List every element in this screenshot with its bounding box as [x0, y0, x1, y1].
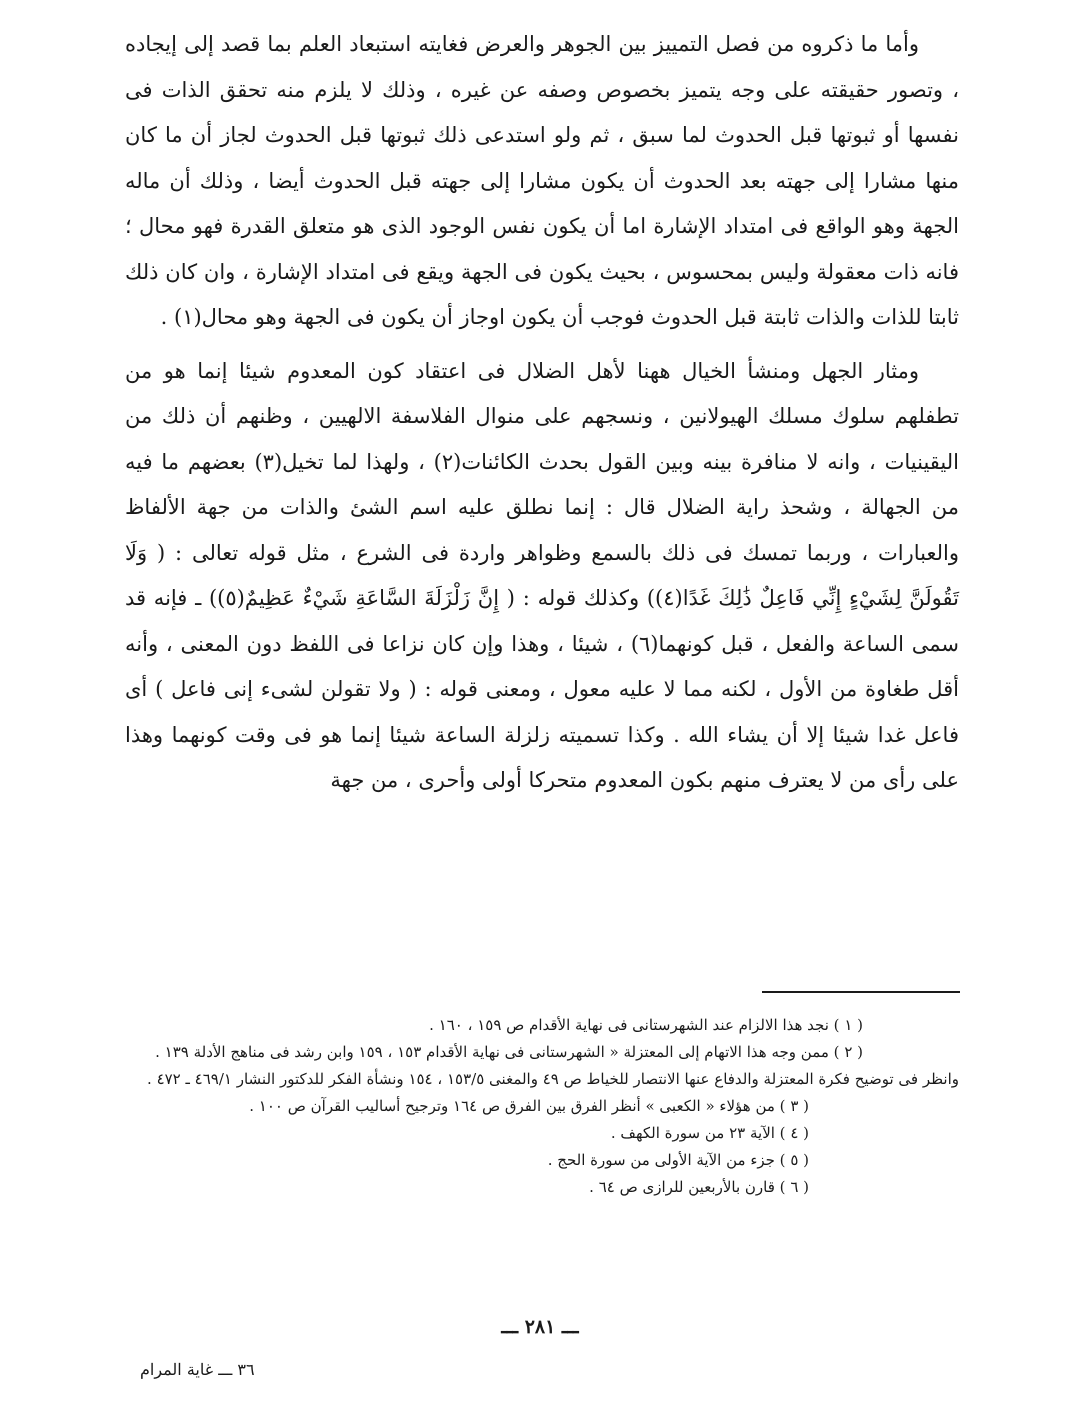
footnote-5: ( ٥ ) جزء من الآية الأولى من سورة الحج . [547, 1151, 809, 1169]
main-text-block [125, 22, 959, 804]
footnote-2-continuation: وانظر فى توضيح فكرة المعتزلة والدفاع عنها الانتصار للخياط ص ٤٩ والمغنى ١٥٣/٥ ، ١٥٤ ونشأة الفكر للدكتور النشار ٤٦٩/١ ـ ٤٧٢ . [147, 1070, 959, 1088]
page-number: ـــ ٢٨١ ـــ [501, 1316, 579, 1338]
running-footer: ٣٦ ـــ غاية المرام [140, 1360, 255, 1379]
footnote-2: ( ٢ ) ممن وجه هذا الاتهام إلى المعتزلة « الشهرستانى فى نهاية الأقدام ١٥٣ ، ١٥٩ وابن رشد فى مناهج الأدلة ١٣٩ . [155, 1043, 863, 1061]
footnotes-block [125, 1012, 959, 1201]
paragraph-1: وأما ما ذكروه من فصل التمييز بين الجوهر والعرض فغايته استبعاد العلم بما قصد إلى إيجاده ، وتصور حقيقته على وجه يتميز بخصوص وصفه عن غيره ، وذلك لا يلزم منه تحقق الذات فى نفسها أو ثبوتها قبل الحدوث لما سبق ، ثم ولو استدعى ذلك ثبوتها قبل الحدوث لجاز أن ما كان منها مشارا إلى جهته بعد الحدوث أن يكون مشارا إلى جهته قبل الحدوث أيضا ، وذلك أن ماله الجهة وهو الواقع فى امتداد الإشارة اما أن يكون نفس الوجود الذى هو متعلق القدرة فهو محال ؛ فانه ذات معقولة وليس بمحسوس ، بحيث يكون فى الجهة ويقع فى امتداد الإشارة ، وان كان ذلك ثابتا للذات والذات ثابتة قبل الحدوث فوجب أن يكون اوجاز أن يكون فى الجهة وهو محال(١) . [125, 32, 959, 329]
footnote-1: ( ١ ) نجد هذا الالزام عند الشهرستانى فى نهاية الأقدام ص ١٥٩ ، ١٦٠ . [429, 1016, 863, 1034]
footnote-divider [762, 991, 960, 993]
footnote-4: ( ٤ ) الآية ٢٣ من سورة الكهف . [610, 1124, 809, 1142]
footnote-6: ( ٦ ) قارن بالأربعين للرازى ص ٦٤ . [589, 1178, 809, 1196]
paragraph-2: ومثار الجهل ومنشأ الخيال ههنا لأهل الضلال فى اعتقاد كون المعدوم شيئا إنما هو من تطفلهم سلوك مسلك الهيولانين ، ونسجهم على منوال الفلاسفة الالهيين ، وظنهم أن ذلك من اليقينيات ، وانه لا منافرة بينه وبين القول بحدث الكائنات(٢) ، ولهذا لما تخيل(٣) بعضهم ما فيه من الجهالة ، وشحذ راية الضلال قال : إنما نطلق عليه اسم الشئ والذات من جهة الألفاظ والعبارات ، وربما تمسك فى ذلك بالسمع وظواهر واردة فى الشرع ، مثل قوله تعالى : ( وَلَا تَقُولَنَّ لِشَيْءٍ إِنِّي فَاعِلٌ ذَٰلِكَ غَدًا(٤)) وكذلك قوله : ( إِنَّ زَلْزَلَةَ السَّاعَةِ شَيْءٌ عَظِيمٌ(٥)) ـ فإنه قد سمى الساعة والفعل ، قبل كونهما(٦) ، شيئا ، وهذا وإن كان نزاعا فى اللفظ دون المعنى ، وأنه أقل طغاوة من الأول ، لكنه مما لا عليه معول ، ومعنى قوله : ( ولا تقولن لشىء إنى فاعل ) أى فاعل غدا شيئا إلا أن يشاء الله . وكذا تسميته زلزلة الساعة شيئا إنما هو فى وقت كونهما وهذا على رأى من لا يعترف منهم بكون المعدوم متحركا أولى وأحرى ، من جهة [125, 358, 960, 792]
footnote-3: ( ٣ ) من هؤلاء « الكعبى » أنظر الفرق بين الفرق ص ١٦٤ وترجيح أساليب القرآن ص ١٠٠ . [249, 1097, 809, 1115]
